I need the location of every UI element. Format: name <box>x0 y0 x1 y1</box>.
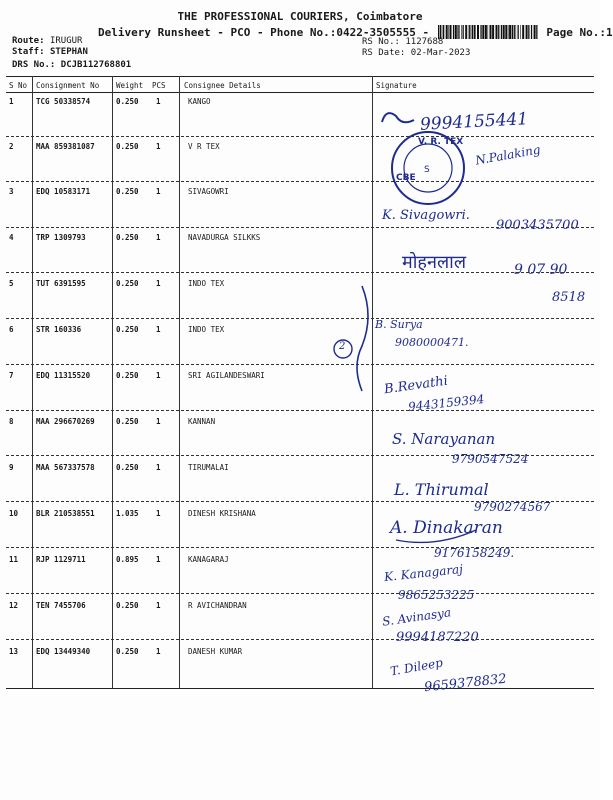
handwritten-r8: S. Narayanan <box>392 430 496 448</box>
row-divider <box>6 410 594 411</box>
handwritten-r13c: 9659378832 <box>423 671 508 696</box>
cell-weight: 0.250 <box>116 601 139 610</box>
cell-consignee: KANAGARAJ <box>188 555 229 564</box>
barcode-bar <box>501 25 502 39</box>
cell-consignee: DANESH KUMAR <box>188 647 243 656</box>
rs-no-line <box>362 37 443 47</box>
barcode-bar <box>522 25 524 39</box>
cell-weight: 0.250 <box>116 97 139 106</box>
cell-sno: 4 <box>9 233 14 242</box>
cell-pcs: 1 <box>156 142 161 151</box>
barcode-bar <box>471 25 472 39</box>
barcode-bar <box>508 25 509 39</box>
col-divider <box>372 76 373 688</box>
barcode-icon <box>438 25 538 39</box>
cell-consignment: EDQ 13449340 <box>36 647 91 656</box>
barcode-bar <box>461 25 462 39</box>
handwritten-r6a: B. Surya <box>375 318 423 331</box>
barcode-bar <box>473 25 475 39</box>
route-value: IRUGUR <box>49 36 83 46</box>
runsheet-title-left: Delivery Runsheet - PCO - Phone No.:0422-3505555 - <box>98 26 430 39</box>
rs-no-value: 1127688 <box>405 37 444 47</box>
cell-weight: 1.035 <box>116 509 139 518</box>
route-label: Route: <box>12 36 45 46</box>
barcode-bar <box>482 25 484 39</box>
barcode-bar <box>495 25 497 39</box>
handwritten-r3a: K. Sivagowri. <box>382 208 470 223</box>
barcode-bar <box>477 25 479 39</box>
row-divider <box>6 318 594 319</box>
row-divider <box>6 639 594 640</box>
cell-sno: 8 <box>9 417 14 426</box>
drs-value: DCJB112768801 <box>60 60 132 70</box>
cell-consignment: BLR 210538551 <box>36 509 95 518</box>
cell-consignment: MAA 296670269 <box>36 417 95 426</box>
handwritten-r4a: मोहनलाल <box>402 252 467 273</box>
cell-consignment: STR 160336 <box>36 325 82 334</box>
cell-weight: 0.250 <box>116 187 139 196</box>
cell-weight: 0.250 <box>116 279 139 288</box>
col-header-consignment: Consignment No <box>36 81 100 90</box>
cell-weight: 0.250 <box>116 647 139 656</box>
row-divider <box>6 364 594 365</box>
cell-pcs: 1 <box>156 371 161 380</box>
cell-sno: 5 <box>9 279 14 288</box>
table-bottom-rule <box>6 688 594 689</box>
handwritten-r4b: 9 07 90 <box>514 262 568 278</box>
col-header-weight: Weight <box>116 81 144 90</box>
handwritten-r11a: 9176158249. <box>434 546 515 560</box>
stamp-top-text: V. R. TEX <box>418 137 464 147</box>
cell-consignee: V R TEX <box>188 142 220 151</box>
cell-consignee: TIRUMALAI <box>188 463 229 472</box>
staff-value: STEPHAN <box>49 47 88 57</box>
cell-pcs: 1 <box>156 647 161 656</box>
col-header-sno: S No <box>9 81 28 90</box>
rs-date-line <box>362 48 470 58</box>
barcode-bar <box>498 25 499 39</box>
barcode-bar <box>455 25 457 39</box>
barcode-bar <box>459 25 460 39</box>
cell-consignee: SIVAGOWRI <box>188 187 229 196</box>
cell-sno: 11 <box>9 555 19 564</box>
barcode-bar <box>465 25 467 39</box>
barcode-bar <box>485 25 487 39</box>
row-divider <box>6 136 594 137</box>
cell-sno: 12 <box>9 601 19 610</box>
cell-consignment: TUT 6391595 <box>36 279 86 288</box>
cell-sno: 3 <box>9 187 14 196</box>
cell-consignee: KANGO <box>188 97 211 106</box>
barcode-bar <box>525 25 527 39</box>
runsheet-title <box>98 25 613 39</box>
cell-consignee: INDO TEX <box>188 279 225 288</box>
barcode-bar <box>480 25 481 39</box>
barcode-bar <box>489 25 491 39</box>
row-divider <box>6 593 594 594</box>
barcode-bar <box>511 25 512 39</box>
col-divider <box>112 76 113 688</box>
barcode-bar <box>468 25 469 39</box>
handwritten-r6b: 9080000471. <box>395 336 469 349</box>
handwritten-r13b: T. Dileep <box>389 655 444 679</box>
cell-sno: 7 <box>9 371 14 380</box>
header-bottom-rule <box>6 92 594 93</box>
cell-weight: 0.250 <box>116 142 139 151</box>
cell-sno: 6 <box>9 325 14 334</box>
barcode-bar <box>492 25 494 39</box>
cell-consignee: SRI AGILANDESWARI <box>188 371 265 380</box>
cell-sno: 2 <box>9 142 14 151</box>
cell-pcs: 1 <box>156 601 161 610</box>
cell-pcs: 1 <box>156 187 161 196</box>
cell-consignment: MAA 859381087 <box>36 142 95 151</box>
cell-consignment: EDQ 11315520 <box>36 371 91 380</box>
barcode-bar <box>536 25 537 39</box>
row-divider <box>6 181 594 182</box>
cell-consignment: TCG 50338574 <box>36 97 91 106</box>
handwritten-r10a: 9790274567 <box>474 500 551 514</box>
col-header-consignee: Consignee Details <box>184 81 261 90</box>
cell-weight: 0.250 <box>116 325 139 334</box>
cell-weight: 0.250 <box>116 371 139 380</box>
barcode-bar <box>513 25 514 39</box>
row-divider <box>6 272 594 273</box>
barcode-bar <box>449 25 451 39</box>
signature-scribble-row1 <box>382 113 414 122</box>
cell-pcs: 1 <box>156 233 161 242</box>
cell-weight: 0.250 <box>116 233 139 242</box>
handwritten-r7b: 9443159394 <box>407 392 485 414</box>
table-top-rule <box>6 76 594 77</box>
handwritten-r2: N.Palaking <box>474 142 542 168</box>
rs-date-value: 02-Mar-2023 <box>410 48 471 58</box>
barcode-bar <box>505 25 507 39</box>
cell-consignment: MAA 567337578 <box>36 463 95 472</box>
cell-consignment: TEN 7455706 <box>36 601 86 610</box>
barcode-bar <box>448 25 449 39</box>
cell-consignment: EDQ 10583171 <box>36 187 91 196</box>
stamp-left-text: CBE <box>396 173 416 183</box>
barcode-bar <box>509 25 511 39</box>
drs-label: DRS No.: <box>12 60 56 70</box>
barcode-bar <box>528 25 529 39</box>
handwritten-r7a: B.Revathi <box>383 373 449 398</box>
handwritten-r10b: A. Dinakaran <box>390 518 503 538</box>
handwritten-r3b: 9003435700 <box>496 218 579 233</box>
barcode-bar <box>520 25 521 39</box>
cell-consignee: DINESH KRISHANA <box>188 509 256 518</box>
barcode-bar <box>445 25 447 39</box>
cell-sno: 13 <box>9 647 19 656</box>
cell-weight: 0.250 <box>116 463 139 472</box>
cell-pcs: 1 <box>156 325 161 334</box>
col-divider <box>32 76 33 688</box>
barcode-bar <box>517 25 518 39</box>
col-divider <box>179 76 180 688</box>
barcode-bar <box>457 25 458 39</box>
col-header-signature: Signature <box>376 81 417 90</box>
rs-date-label: RS Date: <box>362 48 406 58</box>
cell-sno: 1 <box>9 97 14 106</box>
cell-weight: 0.250 <box>116 417 139 426</box>
barcode-bar <box>515 25 516 39</box>
barcode-bar <box>487 25 488 39</box>
runsheet-title-right: Page No.:1 <box>546 26 613 39</box>
cell-weight: 0.895 <box>116 555 139 564</box>
handwritten-r9a: 9790547524 <box>452 452 529 466</box>
handwritten-r6c: 2 <box>339 341 346 352</box>
cell-consignee: NAVADURGA SILKKS <box>188 233 261 242</box>
handwritten-r12a: 9865253225 <box>398 588 475 602</box>
col-header-pcs: PCS <box>152 81 166 90</box>
cell-pcs: 1 <box>156 463 161 472</box>
cell-pcs: 1 <box>156 417 161 426</box>
stamp-center-text: S <box>424 165 430 175</box>
cell-pcs: 1 <box>156 97 161 106</box>
staff-line <box>12 47 88 57</box>
cell-pcs: 1 <box>156 279 161 288</box>
company-title: THE PROFESSIONAL COURIERS, Coimbatore <box>177 10 423 23</box>
drs-line <box>12 60 131 70</box>
barcode-bar <box>502 25 504 39</box>
handwritten-r9b: L. Thirumal <box>394 480 489 499</box>
cell-pcs: 1 <box>156 555 161 564</box>
cell-consignee: KANNAN <box>188 417 216 426</box>
bracket-mark <box>357 286 368 391</box>
barcode-bar <box>531 25 532 39</box>
cell-sno: 9 <box>9 463 14 472</box>
rs-no-label: RS No.: <box>362 37 400 47</box>
handwritten-r13a: 9994187220 <box>396 630 479 645</box>
barcode-bar <box>453 25 454 39</box>
company-stamp-icon <box>388 128 468 208</box>
handwritten-r12b: S. Avinasya <box>381 605 452 629</box>
staff-label: Staff: <box>12 47 45 57</box>
handwritten-r11b: K. Kanagaraj <box>383 561 464 585</box>
barcode-bar <box>470 25 471 39</box>
handwritten-r1: 9994155441 <box>419 109 529 135</box>
handwritten-r4c: 8518 <box>552 290 586 305</box>
cell-consignee: R AVICHANDRAN <box>188 601 247 610</box>
cell-consignee: INDO TEX <box>188 325 225 334</box>
cell-pcs: 1 <box>156 509 161 518</box>
barcode-bar <box>533 25 535 39</box>
cell-consignment: RJP 1129711 <box>36 555 86 564</box>
barcode-bar <box>462 25 463 39</box>
cell-sno: 10 <box>9 509 19 518</box>
cell-consignment: TRP 1309793 <box>36 233 86 242</box>
route-line <box>12 36 82 46</box>
